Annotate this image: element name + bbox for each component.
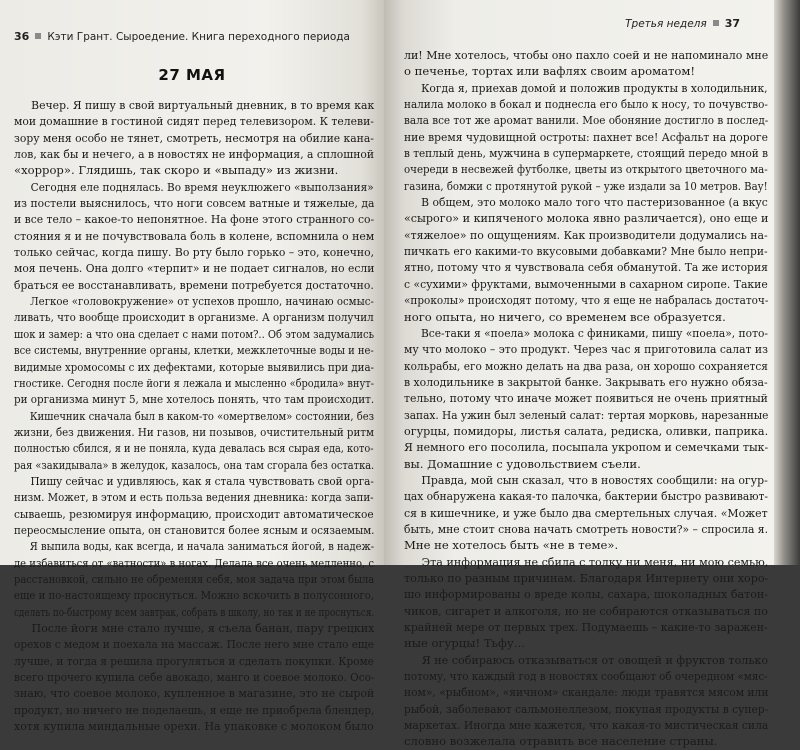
text-line: тельно, потому что иначе может появиться не очень приятный bbox=[404, 391, 768, 406]
text-line: Я выпила воды, как всегда, и начала заниматься йогой, в надеж- bbox=[14, 539, 375, 554]
text-line: хотя купила миндальные орехи. На упаковке с молоком было bbox=[14, 719, 374, 734]
text-line: переосмысление опыта, он становится более ясным и осязаемым. bbox=[14, 522, 375, 537]
text-line: ливать, что вообще происходит в организме. А организм получил bbox=[14, 310, 374, 325]
text-line: в теплый день, мужчина в супермаркете, стоящий передо мной в bbox=[404, 146, 768, 161]
square-ornament-icon bbox=[713, 20, 719, 26]
text-line: пичкать его какими-то вкусовыми добавками? Мне было непри- bbox=[404, 244, 768, 259]
text-line: гностике. Сегодня после йоги я лежала и мысленно «бродила» внут- bbox=[14, 375, 374, 390]
text-line: ли! Мне хотелось, чтобы оно пахло соей и не напоминало мне bbox=[404, 48, 769, 62]
text-line: сделать по-быстрому всем завтрак, собрать в школу, но так и не проснуться. bbox=[14, 604, 375, 619]
text-line: жизни, без движения. Ни газов, ни позывов, очистительный ритм bbox=[14, 424, 374, 439]
text-line: потому, что каждый год в новостях сообщают об очередном «мяс- bbox=[404, 669, 768, 684]
text-line: знаю, что соевое молоко, купленное в магазине, это не сырой bbox=[14, 686, 375, 701]
text-line: ри организма минут 5, мне хотелось понять, что там происходит. bbox=[14, 392, 375, 407]
text-line: еще и по-настоящему проснуться. Можно вскочить в полусонного, bbox=[14, 588, 375, 603]
right-running-head bbox=[625, 17, 740, 30]
text-line: Вечер. Я пишу в свой виртуальный дневник, в то время как bbox=[14, 98, 375, 112]
text-line: ные огурцы! Тьфу... bbox=[404, 636, 525, 651]
text-line: Сегодня еле поднялась. Во время неуклюжего «выползания» bbox=[14, 179, 374, 194]
text-line: налила молоко в бокал и поднесла его было к носу, то почувство- bbox=[404, 97, 768, 112]
text-line: вала все тот же аромат ванили. Мое обоняние достигло в послед- bbox=[404, 113, 769, 128]
page-edge-shadow bbox=[774, 0, 800, 565]
text-line: огурцы, помидоры, листья салата, редиска, оливки, паприка. bbox=[404, 423, 769, 438]
left-running-head-text: Кэти Грант. Сыроедение. Книга переходного периода bbox=[47, 31, 350, 43]
text-line: кольрабы, его можно делать на два раза, он хорошо сохраняется bbox=[404, 358, 768, 373]
text-line: зору меня особо не тянет, смотреть, несмотря на обилие кана- bbox=[14, 130, 374, 145]
text-line: Я немного его посолила, посыпала укропом и семечками тык- bbox=[404, 440, 769, 455]
right-running-head-text: Третья неделя bbox=[625, 18, 707, 30]
text-line: цах обнаружена какая-то палочка, бактерии быстро развивают- bbox=[404, 489, 769, 504]
text-line: После йоги мне стало лучше, я съела банан, пару грецких bbox=[14, 621, 375, 635]
text-line: шок и замер: а что она сделает с нами потом?.. Об этом задумались bbox=[14, 326, 375, 341]
right-page-text bbox=[404, 47, 768, 750]
text-line: орехов с медом и поехала на массаж. После него мне стало еще bbox=[14, 637, 374, 652]
text-line: из постели выяснилось, что ноги совсем ватные и тяжелые, да bbox=[14, 196, 375, 211]
text-line: и все тело – какое-то непонятное. На фоне этого странного со- bbox=[14, 212, 375, 227]
text-line: низм. Может, в этом и есть польза ведения дневника: когда запи- bbox=[14, 490, 374, 505]
text-line: Правда, мой сын сказал, что в новостях сообщили: на огур- bbox=[404, 472, 768, 487]
text-line: «тяжелое» по ощущениям. Как производители додумались на- bbox=[404, 227, 768, 242]
text-line: Я не собираюсь отказываться от овощей и фруктов только bbox=[404, 652, 769, 667]
text-line: ном», «рыбном», «яичном» скандале: люди травятся мясом или bbox=[404, 685, 769, 700]
text-line: ся в кишечнике, и уже было два смертельных случая. «Может bbox=[404, 505, 768, 520]
chapter-title: 27 МАЯ bbox=[158, 66, 226, 84]
text-line: ятно, потому что я чувствовала себя обманутой. Та же история bbox=[404, 260, 768, 275]
text-line: только сейчас, когда пишу. Во рту было горько – это, конечно, bbox=[14, 245, 375, 260]
text-line: моя печень. Она долго «терпит» и не подает сигналов, но если bbox=[14, 261, 375, 276]
text-line: мои домашние в гостиной сидят перед телевизором. К телеви- bbox=[14, 114, 374, 129]
text-line: ние время чудовищной остроты: пахнет все! Асфальт на дороге bbox=[404, 129, 769, 144]
text-line: стояния я и не почувствовала боль в колене, вспомнила о нем bbox=[14, 228, 375, 243]
text-line: рая «закидывала» в желудок, казалось, она там сгорала без остатка. bbox=[14, 457, 375, 472]
text-line: Все-таки я «поела» молока с финиками, пишу «поела», пото- bbox=[404, 325, 768, 340]
text-line: браться ее восстанавливать, времени потребуется достаточно. bbox=[14, 277, 374, 292]
text-line: Легкое «головокружение» от успехов прошло, начинаю осмыс- bbox=[14, 294, 374, 309]
left-running-head bbox=[14, 30, 350, 43]
text-line: в холодильнике в закрытой банке. Закрывать его нужно обяза- bbox=[404, 374, 768, 389]
right-page bbox=[384, 0, 774, 749]
text-line: запах. На ужин был зеленый салат: тертая морковь, нарезанные bbox=[404, 407, 769, 422]
text-line: вы. Домашние с удовольствием съели. bbox=[404, 456, 641, 471]
text-line: быть, мне стоит снова начать смотреть новости?» – спросила я. bbox=[404, 521, 769, 536]
text-line: крайней мере от первых трех. Подумаешь – какие-то заражен- bbox=[404, 620, 768, 635]
text-line: расстановкой, сильно не обременяя себя, моя задача при этом была bbox=[14, 571, 375, 586]
left-page-text bbox=[14, 97, 374, 734]
text-line: газина, бомжи с протянутой рукой – уже издали за 10 метров. Вау! bbox=[404, 178, 768, 193]
text-line: шо информированы о вреде колы, сахара, шоколадных батон- bbox=[404, 587, 769, 602]
text-line: сываешь, резюмируя информацию, происходит автоматическое bbox=[14, 506, 374, 521]
text-line: лов, как бы и нечего, а в новостях не информация, а сплошной bbox=[14, 147, 375, 162]
text-line: му что молоко – это продукт. Через час я приготовила салат из bbox=[404, 342, 768, 357]
text-line: ного опыта, но ничего, со временем все образуется. bbox=[404, 309, 726, 324]
text-line: продукт, но ничего не поделаешь, я еще не приобрела блендер, bbox=[14, 702, 375, 717]
text-line: видимые хромосомы с их дефектами, которые выявились при диа- bbox=[14, 359, 375, 374]
text-line: только по разным причинам. Благодаря Интернету они хоро- bbox=[404, 571, 769, 585]
text-line: лучше, и тогда я решила прогуляться и сделать покупки. Кроме bbox=[14, 653, 374, 668]
text-line: словно возжелала отравить все население страны. bbox=[404, 734, 718, 749]
text-line: «сырого» и кипяченого молока явно различается), оно еще и bbox=[404, 211, 769, 226]
text-line: Эта информация не сбила с толку ни меня, ни мою семью, bbox=[404, 554, 769, 569]
text-line: о печенье, тортах или вафлях своим ароматом! bbox=[404, 64, 696, 79]
left-page-number: 36 bbox=[14, 30, 30, 43]
text-line: с «сухими» фруктами, вымоченными в сахарном сиропе. Такие bbox=[404, 276, 768, 291]
text-line: «проколы» происходят потому, что я еще не набралась достаточ- bbox=[404, 293, 769, 308]
text-line: всего прочего купила себе авокадо, манго и соевое молоко. Осо- bbox=[14, 670, 375, 685]
text-line: Мне не хотелось быть «не в теме». bbox=[404, 538, 619, 553]
text-line: Пишу сейчас и удивляюсь, как я стала чувствовать свой орга- bbox=[14, 473, 374, 488]
text-line: чиков, сигарет и алкоголя, но не собираются отказываться по bbox=[404, 603, 768, 618]
text-line: Кишечник сначала был в каком-то «омертвелом» состоянии, без bbox=[14, 408, 375, 423]
text-line: В общем, это молоко мало того что пастеризованное (а вкус bbox=[404, 195, 768, 210]
text-line: Когда я, приехав домой и положив продукты в холодильник, bbox=[404, 80, 768, 95]
text-line: рыбой, заболевают сальмонеллезом, покупая продукты в супер- bbox=[404, 701, 769, 716]
text-line: полностью сбился, я и не поняла, куда девалась вся сырая еда, кото- bbox=[14, 441, 374, 456]
text-line: «хоррор». Глядишь, так скоро и «выпаду» из жизни. bbox=[14, 163, 339, 178]
text-line: очереди в несвежей футболке, цветы из открытого цветочного ма- bbox=[404, 162, 768, 177]
text-line: маркетах. Иногда мне кажется, что какая-то мистическая сила bbox=[404, 718, 769, 733]
left-page bbox=[0, 0, 384, 734]
right-page-number: 37 bbox=[724, 17, 740, 30]
text-line: все системы, внутренние органы, клетки, межклеточные воды и не- bbox=[14, 343, 374, 358]
square-ornament-icon bbox=[35, 33, 41, 39]
text-line: де избавиться от «ватности» в ногах. Делала все очень медленно, с bbox=[14, 555, 374, 570]
